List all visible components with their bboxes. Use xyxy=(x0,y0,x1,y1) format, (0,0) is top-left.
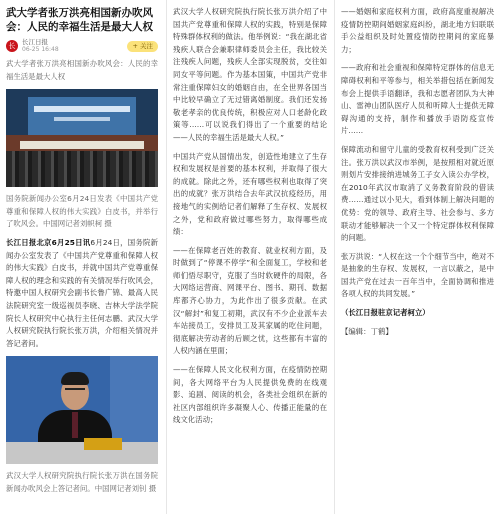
article-meta xyxy=(6,38,158,54)
paragraph-1-text: 6月24日，国务院新闻办公室发表了《中国共产党尊重和保障人权的伟大实践》白皮书，并就中国共产党尊重保障人权的理念和实践的有关情况举行吹风会，特邀中国人权研究会副书长鲁广锦、最高人民法院研究室一级巡视员李晓、吉林大学法学院院长人权研究中心执行主任何志鹏、武汉大学人权研究院执行院长张万洪，介绍相关情况并答记者问。 xyxy=(6,237,159,348)
source-name[interactable]: 长江日报 xyxy=(22,38,48,46)
dateline: 长江日报北京6月25日讯 xyxy=(6,237,91,247)
stage-screen xyxy=(28,97,136,135)
reporter-credit: （长江日报驻京记者柯立） xyxy=(341,308,430,318)
article-paragraph: ——政府和社会重视和保障特定群体的信息无障碍权利和平等参与，相关举措包括在新闻发布会上提供手语翻译，我和志愿者团队为大神山、雷神山团队医疗人员和听障人士提供无障碍沟通的支持，制作和播放手语防疫宣传片…… xyxy=(341,63,494,136)
article-paragraph: ——在保障老百姓的教育、就业权利方面，及时做到了“停课不停学”和全面复工，学校和老师们悟尽职守，克服了当时软硬件的局限，各大网络运营商、网课平台、图书、期刊、数据库都齐心协力，为此作出了很多贡献。在武汉“解封”和复工初期，武汉有不少企业派车去车站接员工，安排员工及其家属的吃住问题，彻底解决劳动者的后顾之忧，这些都有丰富的人权内涵在里面； xyxy=(173,245,327,356)
source-info xyxy=(22,38,123,54)
article-paragraph: 张万洪说：“人权在这一个个细节当中，绝对不是抽象的生存权、发展权，一言以蔽之，是中国共产党在过去一百年当中，全面协调和推进各项人权的共同发展。” xyxy=(341,251,494,299)
article-paragraph: 保障流动和留守儿童的受教育权利受到广泛关注。张万洪以武汉市举例，是按照相对就近原则划片安排接纳进城务工子女入读公办学校，在2010年武汉市取消了义务教育阶段的借读费……通过以小见大，看到体制上解决问题的优势：党的领导、政府主导、社会参与、多方联动才能够解决一个又一个特定群体权利保障的问题。 xyxy=(341,144,494,243)
article-paragraph: ——婚姻和家庭权利方面，政府高度重视解决疫情防控期间婚姻家庭纠纷，湖北地方妇联联手公益组织及时处置疫情防控期间的家庭暴力； xyxy=(341,7,494,54)
name-plate xyxy=(84,438,122,450)
photo1-caption: 国务院新闻办公室6月24日发表《中国共产党尊重和保障人权的伟大实践》白皮书，并举行了吹风会。中国网记者刘帜柯 摄 xyxy=(6,194,158,229)
article-column-2 xyxy=(166,0,333,514)
publish-date: 06-25 16:48 xyxy=(22,46,59,53)
press-conference-photo[interactable] xyxy=(6,89,158,187)
article-paragraph-1 xyxy=(6,237,158,350)
speaker-photo[interactable] xyxy=(6,356,158,464)
article-title[interactable]: 武大学者张万洪亮相国新办吹风会：人民的幸福生活是最大人权 xyxy=(6,7,153,33)
article-column-1 xyxy=(0,0,164,514)
source-logo-icon[interactable]: 长 xyxy=(6,40,18,52)
article-column-3 xyxy=(334,0,500,514)
article-paragraph: 中国共产党从国情出发，创造性地建立了生存权和发展权是首要的基本权利，并取得了很大的成就。除此之外，还有哪些权利也取得了突出的成就？张万洪结合去年武汉抗疫经历，用接地气的实例给记者们解释了生存权、发展权之外，党和政府做过哪些努力，取得哪些成绩： xyxy=(173,151,327,237)
article-paragraph: 武汉大学人权研究院执行院长张万洪介绍了中国共产党尊重和保障人权的实践，特别是保障特殊群体权利的做法。他举例说：“我在湖北省残疾人联合会兼职律师委员会主任，我比较关注残疾人问题，残疾人全部实现脱贫，交往如同女平等问题。作为基本国策，中国共产党非常注重保障妇女的婚姻自由，在全世界各国当中比较早确立了无过错离婚制度。我们还发扬敬老孝亲的优良传统，积极应对人口老龄化政策等……可以说我们得出了一个重要的结论——人民的幸福生活是最大人权。” xyxy=(173,7,327,142)
photo2-caption: 武汉大学人权研究院执行院长张万洪在国务院新闻办吹风会上答记者问。中国网记者刘钊 摄 xyxy=(6,471,158,493)
article-lead: 武大学者张万洪亮相国新办吹风会：人民的幸福生活是最大人权 xyxy=(6,59,158,81)
editor-credit: 【编辑：丁鹤】 xyxy=(341,326,393,336)
article-paragraph: ——在保障人民文化权利方面，在疫情防控期间，各大网络平台为人民提供免费的在线观影、追剧、阅读的机会，各类社会组织在新的社区内部组织许多凝聚人心、传播正能量的在线文化活动； xyxy=(173,365,327,425)
follow-button[interactable]: + 关注 xyxy=(127,41,158,52)
